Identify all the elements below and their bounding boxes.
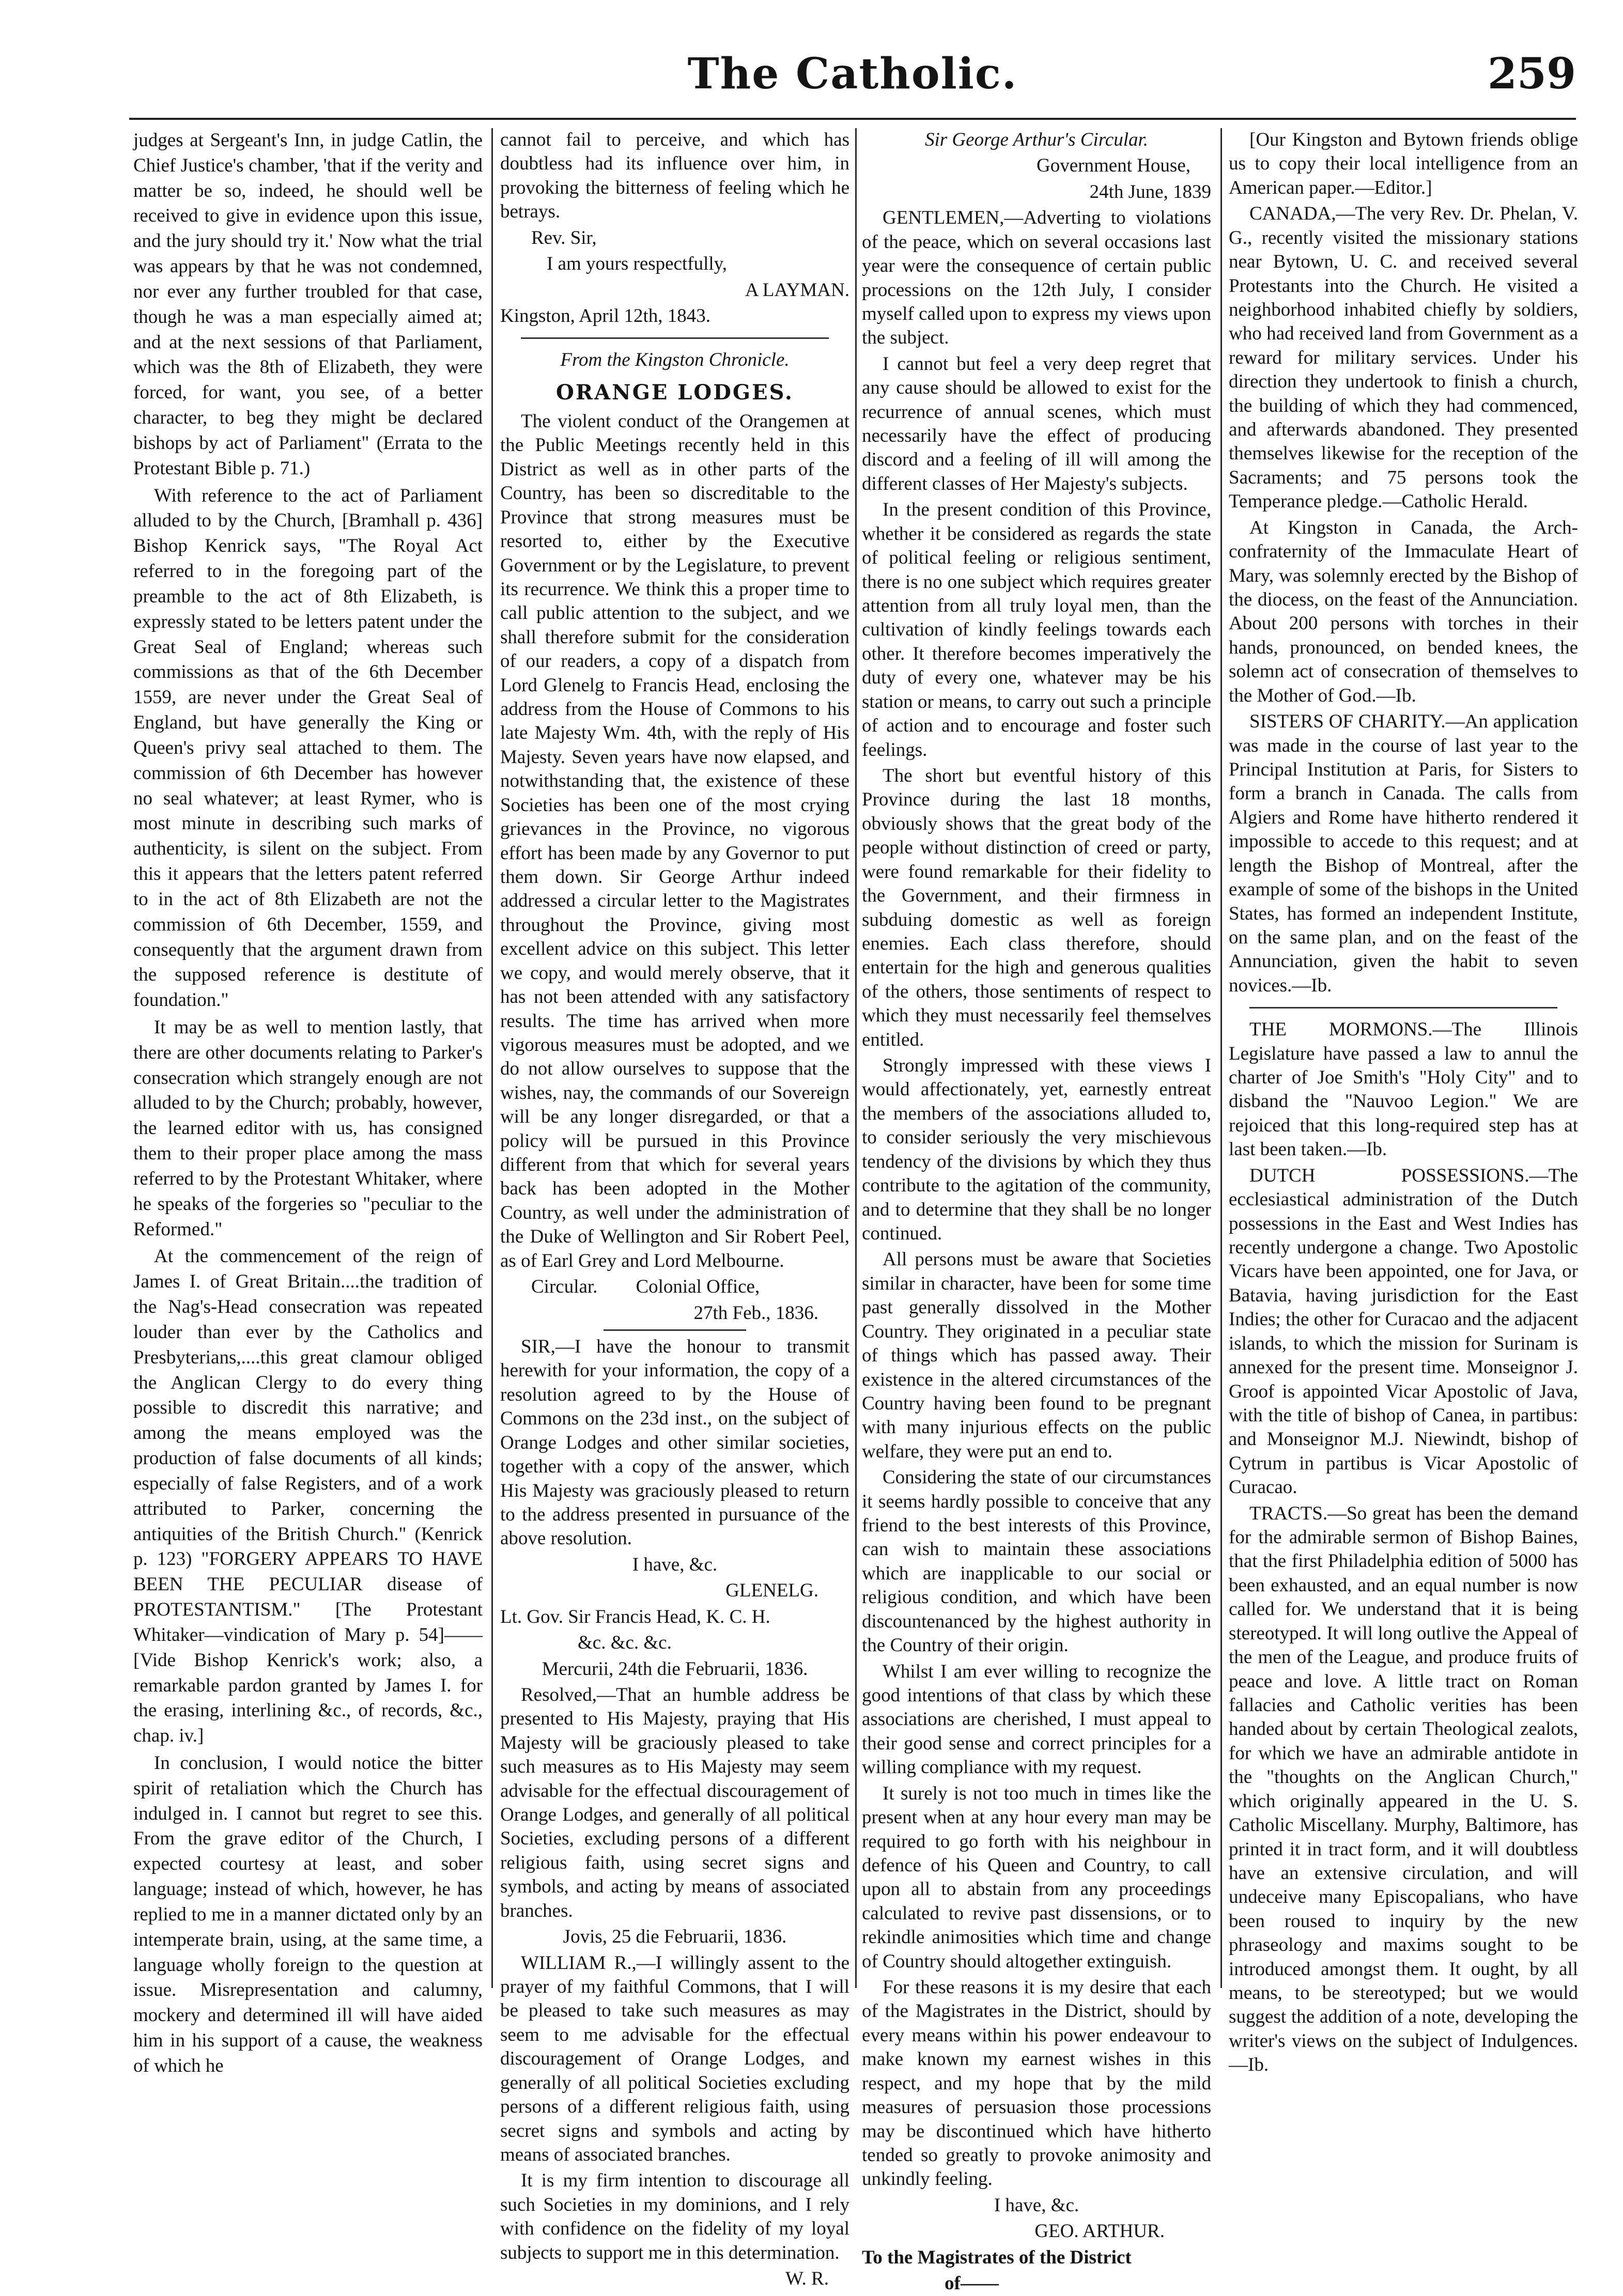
circular-recipient: Lt. Gov. Sir Francis Head, K. C. H. — [500, 1606, 770, 1627]
paragraph: In conclusion, I would notice the bitter spirit of retaliation which the Church has indulged in. I cannot but regret to see this. From the grave editor of the Church, I expected courtesy at least, and sober language; instead of which, however, he has replied to me in a manner dictated only by an intemperate brain, using, at the same time, a language wholly foreign to the question at issue. Misrepresentation and calumny, mockery and determined ill will have aided him in his support of a cause, the weakness of which he — [133, 1752, 483, 2076]
page-number: 259 — [1487, 49, 1576, 99]
article-source: From the Kingston Chronicle. — [560, 349, 790, 371]
paragraph: SIR,—I have the honour to transmit herewith for your information, the copy of a resolution agreed to by the House of Commons on the 23d inst., on the subject of Orange Lodges and other similar societies, together with a copy of the answer, which His Majesty was graciously pleased to return to the address presented in pursuance of the above resolution. — [500, 1336, 849, 1549]
paragraph: GENTLEMEN,—Adverting to violations of the peace, which on several occasions last year were the consequence of certain public processions on the 12th July, I consider myself called upon to express my views upon the subject. — [862, 207, 1211, 349]
paragraph: It is my firm intention to discourage all such Societies in my dominions, and I rely with confidence on the fidelity of my loyal subjects to support me in this determination. — [500, 2170, 849, 2263]
royal-signature: W. R. — [785, 2268, 829, 2290]
circular-label: Circular. Colonial Office, — [531, 1276, 760, 1298]
separator — [1249, 1007, 1557, 1009]
column-divider — [855, 128, 857, 1988]
paragraph: WILLIAM R.,—I willingly assent to the prayer of my faithful Commons, that I will be pleased to take such measures as may seem to me advisable for the effectual discouragement of Orange Lodges, and generally of all political Societies excluding persons of a different religious faith, using secret signs and symbols and acting by means of associated branches. — [500, 1952, 849, 2165]
recipient-district: of—— — [945, 2273, 999, 2294]
paragraph: Considering the state of our circumstances it seems hardly possible to conceive that any friend to the best interests of this Province, can wish to maintain these associations which are inapplicable to our social or religious condition, and which have been discountenanced by the highest authority in the Country of their origin. — [862, 1467, 1211, 1656]
paragraph: It surely is not too much in times like the present when at any hour every man may be required to go forth with his neighbour in defence of his Queen and Country, to call upon all to abstain from any proceedings calculated to revive past dissensions, or to rekindle animosities which time and change of Country should altogether extinguish. — [862, 1782, 1211, 1972]
column-divider — [491, 128, 493, 1988]
news-item: TRACTS.—So great has been the demand for the admirable sermon of Bishop Baines, that the first Philadelphia edition of 5000 has been exhausted, and an equal number is now called for. We understand that it is being stereotyped. It will long outlive the Appeal of the men of the League, and produce fruits of peace and love. A little tract on Roman fallacies and Catholic verities has been handed about by certain Theological zealots, for which we have an admirable antidote in the "thoughts on the Anglican Church," which originally appeared in the U. S. Catholic Miscellany. Murphy, Baltimore, has printed it in tract form, and it will doubtless have an extensive circulation, and will undeceive many Episcopalians, who have been roused to inquiry by the new phraseology and maxims sought to be introduced amongst them. It ought, by all means, to be stereotyped; but we would suggest the addition of a note, developing the writer's views on the subject of Indulgences.—Ib. — [1229, 1502, 1578, 2076]
paragraph: With reference to the act of Parliament alluded to by the Church, [Bramhall p. 436] Bishop Kenrick says, "The Royal Act referred to in the foregoing part of the preamble to the act of 8th Elizabeth, is expressly stated to be letters patent under the Great Seal of England; whereas such commissions as that of the 6th December 1559, are never under the Great Seal of England, but have generally the King or Queen's privy seal attached to them. The commission of 6th December has however no seal whatever; at least Rymer, who is most minute in describing such marks of authenticity, is silent on the subject. From this it appears that the letters patent referred to in the act of 8th Elizabeth are not the commission of 6th December, 1559, and consequently that the argument drawn from the supposed reference is destitute of foundation." — [133, 485, 483, 1011]
paragraph: In the present condition of this Province, whether it be considered as regards the state of political feeling or religious sentiment, there is no one subject which requires greater attention from all truly loyal men, than the cultivation of kindly feelings towards each other. It therefore becomes imperatively the duty of every one, whatever may be his station or means, to carry out such a principle of action and to encourage and foster such feelings. — [862, 499, 1211, 761]
signature: A LAYMAN. — [745, 279, 849, 301]
news-item: SISTERS OF CHARITY.—An application was made in the course of last year to the Principal Institution at Paris, for Sisters to form a branch in Canada. The calls from Algiers and Rome have hitherto rendered it impossible to accede to this request; and at length the Bishop of Montreal, after the example of some of the bishops in the United States, has formed an independent Institute, on the same plan, and on the feast of the Annunciation, given the habit to seven novices.—Ib. — [1229, 711, 1578, 996]
salutation: Rev. Sir, — [531, 227, 597, 249]
column-1 — [133, 128, 483, 2076]
circular-date: 27th Feb., 1836. — [693, 1302, 818, 1324]
paragraph: All persons must be aware that Societies similar in character, have been for some time past generally dissolved in the Mother Country. They originated in a peculiar state of things which has passed away. Their existence in the altered circumstances of the Country having been found to be pregnant with many injurious effects on the public welfare, they were put an end to. — [862, 1249, 1211, 1462]
paragraph: I cannot but feel a very deep regret that any cause should be allowed to exist for the recurrence of annual scenes, which must necessarily have the effect of producing discord and a feeling of ill will among the different classes of Her Majesty's subjects. — [862, 353, 1211, 494]
circular-etc: &c. &c. &c. — [578, 1632, 672, 1654]
separator — [604, 1329, 746, 1331]
closing: I have, &c. — [994, 2194, 1079, 2216]
column-3 — [862, 128, 1211, 2294]
signature: GEO. ARTHUR. — [1034, 2221, 1165, 2242]
page-header — [129, 49, 1576, 111]
separator — [521, 337, 829, 339]
paragraph: The short but eventful history of this Province during the last 18 months, obviously shows that the great body of the people without distinction of creed or party, were found remarkable for their fidelity to the Government, and their firmness in subduing domestic as well as foreign enemies. Each class therefore, should entertain for the high and generous qualities of the others, those sentiments of respect to which they must necessarily feel themselves entitled. — [862, 765, 1211, 1050]
resolution-date: Mercurii, 24th die Februarii, 1836. — [542, 1658, 808, 1680]
paragraph: Strongly impressed with these views I would affectionately, yet, earnestly entreat the members of the associations alluded to, to consider seriously the very mischievous tendency of the divisions by which they thus contribute to the agitation of the community, and to determine that they shall be no longer continued. — [862, 1055, 1211, 1244]
paragraph: Whilst I am ever willing to recognize the good intentions of that class by which these associations are cherished, I must appeal to their good sense and correct principles for a willing compliance with my request. — [862, 1661, 1211, 1778]
article-heading: Sir George Arthur's Circular. — [924, 129, 1149, 150]
news-item: CANADA,—The very Rev. Dr. Phelan, V. G., recently visited the missionary stations near Bytown, U. C. and received several Protestants into the Church. He visited a neighborhood inhabited chiefly by soldiers, who had received land from Government as a reward for military services. Under his direction they undertook to finish a church, the building of which they had commenced, and afterwards abandoned. They presented themselves likewise for the reception of the Sacraments; and 75 persons took the Temperance pledge.—Catholic Herald. — [1229, 203, 1578, 513]
recipient: To the Magistrates of the District — [862, 2246, 1132, 2268]
header-rule — [129, 118, 1576, 120]
news-item: THE MORMONS.—The Illinois Legislature have passed a law to annul the charter of Joe Smith's "Holy City" and to disband the "Nauvoo Legion." We are rejoiced that this long-required step has at last been taken.—Ib. — [1229, 1019, 1578, 1160]
circular-date: 24th June, 1839 — [1089, 181, 1211, 203]
paragraph: judges at Sergeant's Inn, in judge Catlin, the Chief Justice's chamber, 'that if the verity and matter be so, indeed, he should well be received to give in evidence upon this issue, and the jury should try it.' Now what the trial was appears by that he was not condemned, nor ever any further troubled for that case, though he was a man especially aimed at; and at the next sessions of that Parliament, which was the 8th of Elizabeth, they were forced, for want, you see, of a better character, to beg they might be declared bishops by act of Parliament" (Errata to the Protestant Bible p. 71.) — [133, 130, 483, 479]
page-title: The Catholic. — [687, 49, 1018, 99]
paragraph: At the commencement of the reign of James I. of Great Britain....the tradition of the Nag's-Head consecration was repeated louder than ever by the Catholics and Presbyterians,....this great clamour obliged the Anglican Clergy to do every thing possible to discredit this narrative; and among the means employed was the production of false documents of all kinds; especially of false Registers, and of a work attributed to Parker, concerning the antiquities of the British Church." (Kenrick p. 123) "FORGERY APPEARS TO HAVE BEEN THE PECULIAR disease of PROTESTANTISM." [The Protestant Whitaker—vindication of Mary p. 54]——[Vide Bishop Kenrick's work; also, a remarkable pardon granted by James I. for the erasing, interlining &c., of records, &c., chap. iv.] — [133, 1246, 483, 1747]
answer-date: Jovis, 25 die Februarii, 1836. — [563, 1926, 787, 1948]
circular-signature: GLENELG. — [725, 1580, 818, 1602]
column-2 — [500, 128, 849, 2290]
paragraph: The violent conduct of the Orangemen at the Public Meetings recently held in this District as well as in other parts of the Country, has been so discreditable to the Province that strong measures must be resorted to, either by the Executive Government or by the Legislature, to prevent its recurrence. We think this a proper time to call public attention to the subject, and we shall therefore submit for the consideration of our readers, a copy of a dispatch from Lord Glenelg to Francis Head, enclosing the address from the House of Commons to his late Majesty Wm. 4th, with the reply of His Majesty. Seven years have now elapsed, and notwithstanding that, the existence of these Societies has been one of the most crying grievances in the Province, no vigorous effort has been made by any Governor to put them down. Sir George Arthur indeed addressed a circular letter to the Magistrates throughout the Province, giving most excellent advice on this subject. This letter we copy, and would merely observe, that it has not been attended with any satisfactory results. The time has arrived when more vigorous measures must be adopted, and we do not allow ourselves to suppose that the wishes, nay, the commands of our Sovereign will be any longer disregarded, or that a policy will be pursued in this Province different from that which for several years back has been adopted in the Mother Country, as well under the administration of the Duke of Wellington and Sir Robert Peel, as of Earl Grey and Lord Melbourne. — [500, 410, 849, 1271]
news-item: At Kingston in Canada, the Arch-confraternity of the Immaculate Heart of Mary, was solemnly erected by the Bishop of the diocess, on the feast of the Annunciation. About 200 persons with torches in their hands, pronounced, on bended knees, the solemn act of consecration of themselves to the Mother of God.—Ib. — [1229, 517, 1578, 706]
letter-end: cannot fail to perceive, and which has doubtless had its influence over him, in provoking the bitterness of feeling which he betrays. — [500, 129, 849, 223]
paragraph: It may be as well to mention lastly, that there are other documents relating to Parker's consecration which strangely enough are not alluded to by the Church; probably, however, the learned editor with us, has consigned them to their proper place among the mass referred to by the Protestant Whitaker, where he speaks of the forgeries so "peculiar to the Reformed." — [133, 1016, 483, 1240]
circular-close: I have, &c. — [632, 1554, 718, 1575]
dateline: Kingston, April 12th, 1843. — [500, 305, 711, 327]
article-heading: ORANGE LODGES. — [556, 380, 794, 405]
editor-note: [Our Kingston and Bytown friends oblige us to copy their local intelligence from an American paper.—Editor.] — [1229, 129, 1578, 198]
column-4 — [1229, 128, 1578, 2076]
closing: I am yours respectfully, — [547, 253, 727, 275]
circular-place: Government House, — [1037, 155, 1191, 177]
paragraph: Resolved,—That an humble address be presented to His Majesty, praying that His Majesty will be graciously pleased to take such measures as to His Majesty may seem advisable for the effectual discouragement of Orange Lodges, and generally of all political Societies, excluding persons of a different religious faith, using secret signs and symbols, and acting by means of associated branches. — [500, 1684, 849, 1921]
news-item: DUTCH POSSESSIONS.—The ecclesiastical administration of the Dutch possessions in the East and West Indies has recently undergone a change. Two Apostolic Vicars have been appointed, one for Java, or Batavia, having jurisdiction for the East Indies; the other for Curacao and the adjacent islands, to which the mission for Surinam is annexed for the present time. Monseignor J. Groof is appointed Vicar Apostolic of Java, with the title of bishop of Canea, in partibus: and Monseignor M.J. Niewindt, bishop of Cytrum in partibus is Vicar Apostolic of Curacao. — [1229, 1165, 1578, 1498]
paragraph: For these reasons it is my desire that each of the Magistrates in the District, should by every means within his power endeavour to make known my earnest wishes in this respect, and my hope that by the mild measures of persuasion those processions may be discontinued which have hitherto tended so greatly to provoke animosity and unkindly feeling. — [862, 1977, 1211, 2190]
column-divider — [1220, 128, 1222, 1988]
